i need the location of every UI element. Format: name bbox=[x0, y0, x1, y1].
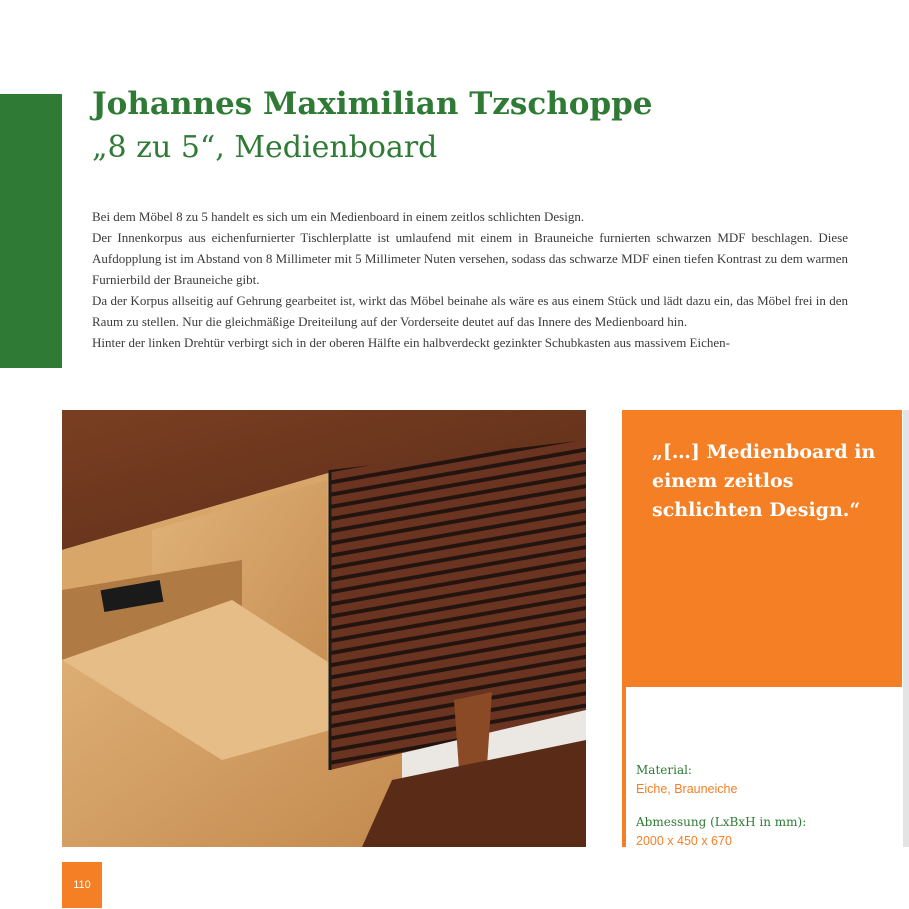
quote-box bbox=[622, 410, 902, 687]
dimensions-label: Abmessung (LxBxH in mm): bbox=[636, 815, 807, 829]
paragraph: Da der Korpus allseitig auf Gehrung gearbeitet ist, wirkt das Möbel beinahe als wäre es aus einem Stück und lädt dazu ein, das Möbel frei in den Raum zu stellen. Nur die gleichmäßige Dreiteilung auf der Vorderseite deutet auf das Innere des Medienboard hin. bbox=[92, 293, 848, 329]
medienboard-photo-illustration bbox=[62, 410, 586, 847]
spec-dimensions bbox=[636, 813, 896, 849]
green-accent-bar bbox=[0, 94, 62, 368]
description-text bbox=[92, 206, 848, 372]
spec-material bbox=[636, 761, 896, 799]
orange-divider bbox=[622, 687, 626, 847]
dimensions-value: 2000 x 450 x 670 bbox=[636, 834, 732, 848]
product-photo bbox=[62, 410, 586, 847]
material-label: Material: bbox=[636, 763, 692, 777]
work-title: „8 zu 5“, Medienboard bbox=[92, 130, 438, 165]
gray-edge bbox=[903, 410, 909, 847]
material-value: Eiche, Brauneiche bbox=[636, 782, 738, 796]
designer-name: Johannes Maximilian Tzschoppe bbox=[92, 86, 653, 122]
paragraph: Der Innenkorpus aus eichenfurnierter Tischlerplatte ist umlaufend mit einem in Brauneiche furnierten schwarzen MDF beschlagen. Diese Aufdopplung ist im Abstand von 8 Millimeter mit 5 Millimeter Nuten versehen, sodass das schwarze MDF einen tiefen Kontrast zu dem warmen Furnierbild der Brauneiche gibt. bbox=[92, 230, 848, 287]
page-number: 110 bbox=[62, 862, 102, 908]
paragraph: Hinter der linken Drehtür verbirgt sich in der oberen Hälfte ein halbverdeckt gezinkter Schubkasten aus massivem Eichen- bbox=[92, 335, 730, 350]
pull-quote: „[…] Medienboard in einem zeitlos schlichten Design.“ bbox=[652, 441, 876, 521]
paragraph: Bei dem Möbel 8 zu 5 handelt es sich um ein Medienboard in einem zeitlos schlichten Design. bbox=[92, 209, 585, 224]
